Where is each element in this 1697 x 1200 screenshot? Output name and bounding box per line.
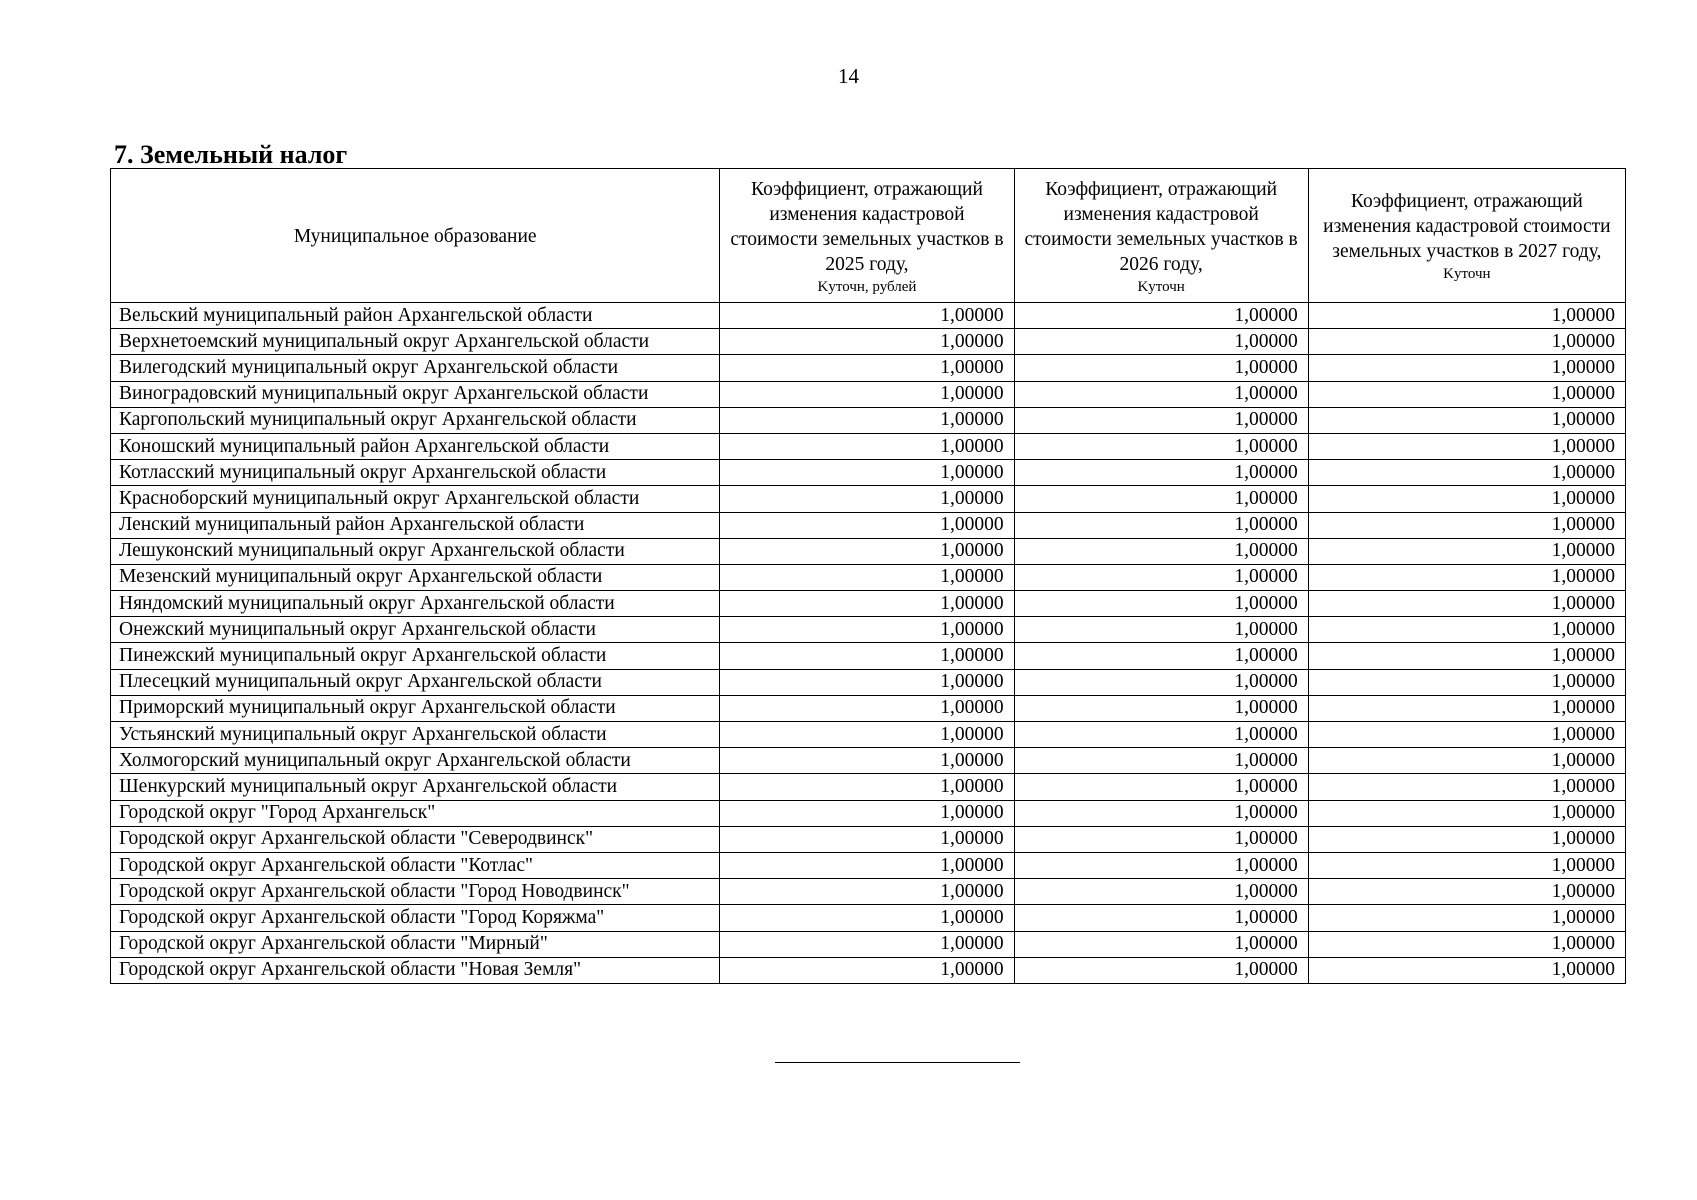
coefficient-2026-cell: 1,00000	[1014, 879, 1308, 905]
table-row	[111, 617, 1626, 643]
coefficient-2027-cell: 1,00000	[1308, 303, 1625, 329]
coefficient-2025-cell: 1,00000	[720, 695, 1014, 721]
coefficient-2025-cell: 1,00000	[720, 879, 1014, 905]
header-coefficient-2027	[1308, 169, 1625, 303]
coefficient-2026-cell: 1,00000	[1014, 669, 1308, 695]
municipality-cell: Плесецкий муниципальный округ Архангельской области	[111, 669, 720, 695]
municipality-cell: Лешуконский муниципальный округ Архангельской области	[111, 538, 720, 564]
municipality-cell: Городской округ Архангельской области "Северодвинск"	[111, 826, 720, 852]
coefficient-2025-cell: 1,00000	[720, 564, 1014, 590]
table-row	[111, 486, 1626, 512]
coefficient-2025-cell: 1,00000	[720, 355, 1014, 381]
coefficient-2026-cell: 1,00000	[1014, 460, 1308, 486]
coefficient-2025-cell: 1,00000	[720, 512, 1014, 538]
coefficient-2027-cell: 1,00000	[1308, 774, 1625, 800]
coefficient-2027-cell: 1,00000	[1308, 381, 1625, 407]
coefficient-2027-cell: 1,00000	[1308, 800, 1625, 826]
coefficient-2026-cell: 1,00000	[1014, 826, 1308, 852]
coefficient-2025-cell: 1,00000	[720, 381, 1014, 407]
coefficient-2027-cell: 1,00000	[1308, 669, 1625, 695]
municipality-cell: Городской округ Архангельской области "Котлас"	[111, 852, 720, 878]
coefficient-2025-cell: 1,00000	[720, 329, 1014, 355]
header-row	[111, 169, 1626, 303]
coefficient-2027-cell: 1,00000	[1308, 538, 1625, 564]
table-row	[111, 538, 1626, 564]
table-row	[111, 826, 1626, 852]
coefficient-2026-cell: 1,00000	[1014, 538, 1308, 564]
municipality-cell: Красноборский муниципальный округ Архангельской области	[111, 486, 720, 512]
table-row	[111, 433, 1626, 459]
coefficient-2026-cell: 1,00000	[1014, 800, 1308, 826]
coefficient-2025-cell: 1,00000	[720, 800, 1014, 826]
municipality-cell: Онежский муниципальный округ Архангельской области	[111, 617, 720, 643]
coefficient-2025-cell: 1,00000	[720, 905, 1014, 931]
header-coefficient-2027-unit: Kуточн	[1443, 266, 1491, 282]
coefficient-2025-cell: 1,00000	[720, 538, 1014, 564]
coefficient-2026-cell: 1,00000	[1014, 303, 1308, 329]
coefficient-2027-cell: 1,00000	[1308, 407, 1625, 433]
table-row	[111, 591, 1626, 617]
table-row	[111, 931, 1626, 957]
coefficient-2025-cell: 1,00000	[720, 957, 1014, 983]
table-row	[111, 748, 1626, 774]
coefficient-2025-cell: 1,00000	[720, 748, 1014, 774]
coefficient-2025-cell: 1,00000	[720, 617, 1014, 643]
coefficient-2025-cell: 1,00000	[720, 826, 1014, 852]
coefficient-2025-cell: 1,00000	[720, 774, 1014, 800]
coefficient-2027-cell: 1,00000	[1308, 512, 1625, 538]
table-row	[111, 407, 1626, 433]
coefficient-2026-cell: 1,00000	[1014, 355, 1308, 381]
municipality-cell: Ленский муниципальный район Архангельской области	[111, 512, 720, 538]
municipality-cell: Мезенский муниципальный округ Архангельской области	[111, 564, 720, 590]
coefficient-2026-cell: 1,00000	[1014, 695, 1308, 721]
page-number: 14	[838, 64, 859, 88]
table-row	[111, 460, 1626, 486]
table-row	[111, 643, 1626, 669]
municipality-cell: Котласский муниципальный округ Архангельской области	[111, 460, 720, 486]
header-coefficient-2027-label: Коэффициент, отражающий изменения кадастровой стоимости земельных участков в 2027 году,	[1323, 191, 1611, 262]
coefficient-2026-cell: 1,00000	[1014, 852, 1308, 878]
coefficient-2025-cell: 1,00000	[720, 460, 1014, 486]
coefficient-2025-cell: 1,00000	[720, 643, 1014, 669]
table-row	[111, 957, 1626, 983]
coefficient-2025-cell: 1,00000	[720, 669, 1014, 695]
coefficient-2026-cell: 1,00000	[1014, 905, 1308, 931]
municipality-cell: Холмогорский муниципальный округ Архангельской области	[111, 748, 720, 774]
municipality-cell: Городской округ Архангельской области "Новая Земля"	[111, 957, 720, 983]
header-coefficient-2025-unit: Kуточн, рублей	[817, 278, 917, 295]
coefficient-2027-cell: 1,00000	[1308, 643, 1625, 669]
coefficient-2025-cell: 1,00000	[720, 433, 1014, 459]
land-tax-table	[110, 168, 1626, 984]
table-row	[111, 879, 1626, 905]
coefficient-2026-cell: 1,00000	[1014, 774, 1308, 800]
table-row	[111, 669, 1626, 695]
table-row	[111, 722, 1626, 748]
coefficient-2027-cell: 1,00000	[1308, 722, 1625, 748]
table-header	[111, 169, 1626, 303]
coefficient-2026-cell: 1,00000	[1014, 486, 1308, 512]
coefficient-2026-cell: 1,00000	[1014, 591, 1308, 617]
header-municipality-label: Муниципальное образование	[293, 226, 537, 247]
coefficient-2027-cell: 1,00000	[1308, 355, 1625, 381]
coefficient-2026-cell: 1,00000	[1014, 748, 1308, 774]
municipality-cell: Шенкурский муниципальный округ Архангельской области	[111, 774, 720, 800]
coefficient-2026-cell: 1,00000	[1014, 617, 1308, 643]
coefficient-2027-cell: 1,00000	[1308, 329, 1625, 355]
coefficient-2027-cell: 1,00000	[1308, 879, 1625, 905]
coefficient-2025-cell: 1,00000	[720, 303, 1014, 329]
coefficient-2027-cell: 1,00000	[1308, 931, 1625, 957]
coefficient-2026-cell: 1,00000	[1014, 722, 1308, 748]
header-coefficient-2026-unit: Kуточн	[1137, 278, 1185, 295]
table-row	[111, 329, 1626, 355]
table-row	[111, 695, 1626, 721]
coefficient-2027-cell: 1,00000	[1308, 695, 1625, 721]
coefficient-2027-cell: 1,00000	[1308, 826, 1625, 852]
table-row	[111, 564, 1626, 590]
municipality-cell: Устьянский муниципальный округ Архангельской области	[111, 722, 720, 748]
municipality-cell: Городской округ Архангельской области "Город Коряжма"	[111, 905, 720, 931]
coefficient-2027-cell: 1,00000	[1308, 852, 1625, 878]
table-row	[111, 512, 1626, 538]
coefficient-2025-cell: 1,00000	[720, 852, 1014, 878]
municipality-cell: Няндомский муниципальный округ Архангельской области	[111, 591, 720, 617]
table-row	[111, 303, 1626, 329]
coefficient-2026-cell: 1,00000	[1014, 564, 1308, 590]
table-row	[111, 774, 1626, 800]
section-title: 7. Земельный налог	[114, 140, 348, 169]
coefficient-2025-cell: 1,00000	[720, 486, 1014, 512]
table-row	[111, 800, 1626, 826]
coefficient-2025-cell: 1,00000	[720, 591, 1014, 617]
table-body	[111, 303, 1626, 984]
footer-rule	[775, 1062, 1020, 1063]
coefficient-2027-cell: 1,00000	[1308, 433, 1625, 459]
municipality-cell: Виноградовский муниципальный округ Архангельской области	[111, 381, 720, 407]
header-coefficient-2025	[720, 169, 1014, 303]
coefficient-2027-cell: 1,00000	[1308, 591, 1625, 617]
coefficient-2026-cell: 1,00000	[1014, 381, 1308, 407]
table-row	[111, 852, 1626, 878]
coefficient-2026-cell: 1,00000	[1014, 433, 1308, 459]
header-municipality	[111, 169, 720, 303]
table-row	[111, 355, 1626, 381]
municipality-cell: Городской округ Архангельской области "Мирный"	[111, 931, 720, 957]
municipality-cell: Городской округ "Город Архангельск"	[111, 800, 720, 826]
coefficient-2027-cell: 1,00000	[1308, 905, 1625, 931]
coefficient-2027-cell: 1,00000	[1308, 748, 1625, 774]
municipality-cell: Каргопольский муниципальный округ Архангельской области	[111, 407, 720, 433]
table-row	[111, 381, 1626, 407]
coefficient-2026-cell: 1,00000	[1014, 643, 1308, 669]
municipality-cell: Пинежский муниципальный округ Архангельской области	[111, 643, 720, 669]
coefficient-2026-cell: 1,00000	[1014, 512, 1308, 538]
table-row	[111, 905, 1626, 931]
coefficient-2027-cell: 1,00000	[1308, 564, 1625, 590]
header-coefficient-2026-label: Коэффициент, отражающий изменения кадастровой стоимости земельных участков в 2026 году,	[1024, 178, 1298, 275]
municipality-cell: Коношский муниципальный район Архангельской области	[111, 433, 720, 459]
header-coefficient-2025-label: Коэффициент, отражающий изменения кадастровой стоимости земельных участков в 2025 году,	[730, 178, 1004, 275]
coefficient-2026-cell: 1,00000	[1014, 329, 1308, 355]
municipality-cell: Вельский муниципальный район Архангельской области	[111, 303, 720, 329]
municipality-cell: Верхнетоемский муниципальный округ Архангельской области	[111, 329, 720, 355]
municipality-cell: Приморский муниципальный округ Архангельской области	[111, 695, 720, 721]
coefficient-2025-cell: 1,00000	[720, 407, 1014, 433]
municipality-cell: Городской округ Архангельской области "Город Новодвинск"	[111, 879, 720, 905]
coefficient-2027-cell: 1,00000	[1308, 486, 1625, 512]
municipality-cell: Вилегодский муниципальный округ Архангельской области	[111, 355, 720, 381]
coefficient-2027-cell: 1,00000	[1308, 617, 1625, 643]
coefficient-2025-cell: 1,00000	[720, 931, 1014, 957]
coefficient-2025-cell: 1,00000	[720, 722, 1014, 748]
header-coefficient-2026	[1014, 169, 1308, 303]
coefficient-2026-cell: 1,00000	[1014, 407, 1308, 433]
coefficient-2026-cell: 1,00000	[1014, 931, 1308, 957]
coefficient-2026-cell: 1,00000	[1014, 957, 1308, 983]
coefficient-2027-cell: 1,00000	[1308, 460, 1625, 486]
coefficient-2027-cell: 1,00000	[1308, 957, 1625, 983]
